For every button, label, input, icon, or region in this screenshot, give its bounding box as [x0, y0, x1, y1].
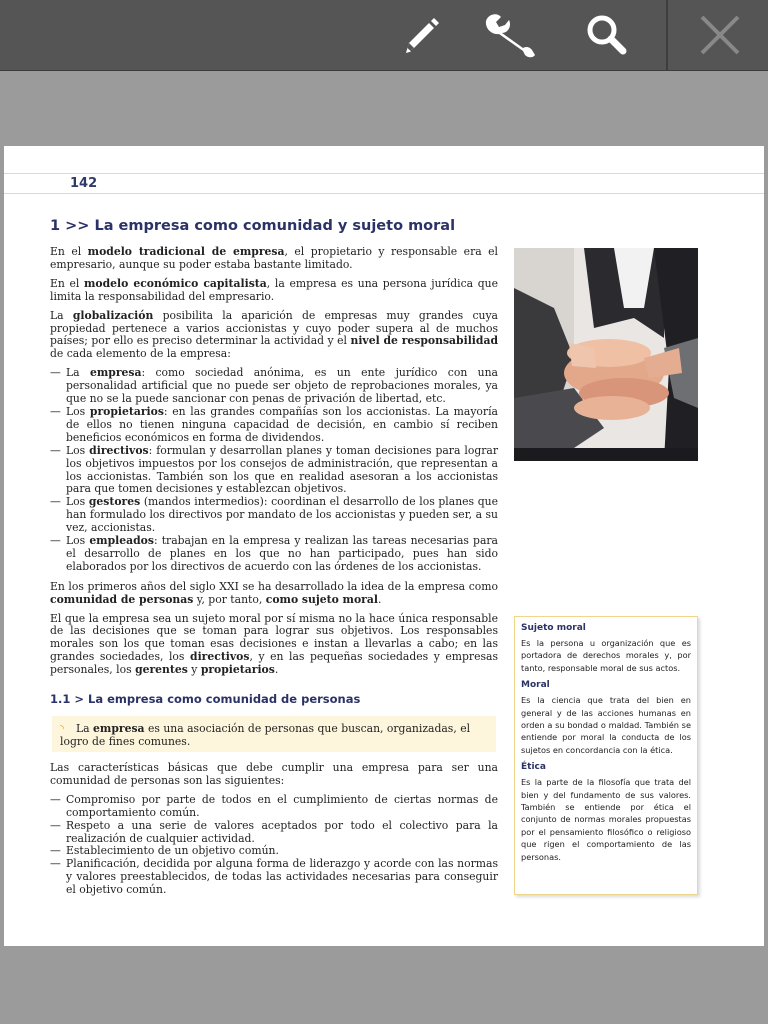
- main-text: [50, 246, 498, 683]
- glossary-box: [514, 616, 698, 895]
- wrench-icon[interactable]: [480, 0, 544, 70]
- definition-callout: [52, 716, 496, 752]
- pencil-icon[interactable]: [388, 0, 452, 70]
- glossary-term: Sujeto moral: [521, 623, 586, 633]
- list-item: — Compromiso por parte de todos en el cumplimiento de ciertas normas de comportamiento común.: [50, 794, 498, 820]
- page-number: 142: [70, 176, 98, 191]
- paragraph: La globalización posibilita la aparición de empresas muy grandes cuya propiedad pertenece a varios accionistas y cuyo poder supera al de muchos países; por ello es preciso determinar la actividad y el nivel de responsabilidad de cada elemento de la empresa:: [50, 308, 498, 361]
- glossary-definition: Es la ciencia que trata del bien en general y de las acciones humanas en orden a su bondad o maldad. También se entiende por moral la conducta de los sujetos en concordancia con la ética.: [521, 695, 691, 755]
- list-item: — Establecimiento de un objetivo común.: [50, 845, 498, 858]
- list-item: — Los empleados: trabajan en la empresa y realizan las tareas necesarias para el desarrollo de planes en los que no han participado, pues han sido elaborados por los directivos de acuerdo con las órdenes de los accionistas.: [50, 535, 498, 574]
- section-heading: 1 >> La empresa como comunidad y sujeto moral: [50, 218, 456, 234]
- glossary-definition: Es la persona u organización que es portadora de derechos morales y, por tanto, responsable moral de sus actos.: [521, 638, 691, 673]
- search-icon[interactable]: [574, 0, 638, 70]
- book-page: [4, 146, 764, 946]
- list-item: — Planificación, decidida por alguna forma de liderazgo y acorde con las normas y valores preestablecidos, de todas las actividades necesarias para conseguir el objetivo común.: [50, 858, 498, 897]
- glossary-term: Ética: [521, 762, 546, 773]
- header-rule: [4, 173, 764, 174]
- list-item: — Los propietarios: en las grandes compañías son los accionistas. La mayoría de ellos no tienen ninguna capacidad de decisión, en cambio sí reciben beneficios económicos en forma de dividendos.: [50, 406, 498, 445]
- callout-text: La empresa es una asociación de personas que buscan, organizadas, el logro de fines comunes.: [60, 722, 471, 748]
- paragraph: El que la empresa sea un sujeto moral por sí misma no la hace única responsable de las decisiones que se toman para lograr sus objetivos. Los responsables morales son los que toman esas decisiones e instan a llevarlas a cabo; en las grandes sociedades, los directivos, y en las pequeñas sociedades y empresas personales, los gerentes y propietarios.: [50, 611, 498, 677]
- list-item: — Los gestores (mandos intermedios): coordinan el desarrollo de los planes que han formulado los directivos por mandato de los accionistas y pueden ser, a su vez, accionistas.: [50, 496, 498, 535]
- subsection-heading: 1.1 > La empresa como comunidad de personas: [50, 692, 361, 706]
- viewer-bottom-margin: [0, 946, 768, 1024]
- glossary-term: Moral: [521, 680, 550, 691]
- glossary-definition: Es la parte de la filosofía que trata del bien y del fundamento de sus valores. También se entiende por ética el conjunto de normas morales propuestas por el pensamiento filosófico o religioso que rigen el comportamiento de las personas.: [521, 777, 691, 862]
- list-item: — Respeto a una serie de valores aceptados por todo el colectivo para la realización de cualquier actividad.: [50, 820, 498, 846]
- header-rule: [4, 193, 764, 194]
- hands-together-photo: [514, 248, 698, 461]
- paragraph: En los primeros años del siglo XXI se ha desarrollado la idea de la empresa como comunidad de personas y, por tanto, como sujeto moral.: [50, 579, 498, 606]
- quote-mark-icon: ◝: [60, 722, 65, 735]
- toolbar-separator: [666, 0, 668, 70]
- paragraph: Las características básicas que debe cumplir una empresa para ser una comunidad de personas son las siguientes:: [50, 761, 498, 787]
- paragraph: En el modelo económico capitalista, la empresa es una persona jurídica que limita la responsabilidad del empresario.: [50, 276, 498, 303]
- characteristics-list: [50, 794, 498, 897]
- close-icon[interactable]: [688, 0, 752, 70]
- list-item: — La empresa: como sociedad anónima, es un ente jurídico con una personalidad artificial que no puede ser objeto de reprobaciones morales, ya que no se la puede sancionar con penas de privación de libertad, etc.: [50, 367, 498, 406]
- viewer-top-margin: [0, 71, 768, 146]
- top-toolbar: [0, 0, 768, 71]
- paragraph: En el modelo tradicional de empresa, el propietario y responsable era el empresario, aunque su poder estaba bastante limitado.: [50, 245, 498, 271]
- main-text-2: [50, 762, 498, 904]
- list-item: — Los directivos: formulan y desarrollan planes y toman decisiones para lograr los objetivos impuestos por los consejos de administración, que representan a los accionistas. También son los que en realidad asesoran a los accionistas para que tomen decisiones y establezcan objetivos.: [50, 445, 498, 497]
- elements-list: [50, 367, 498, 574]
